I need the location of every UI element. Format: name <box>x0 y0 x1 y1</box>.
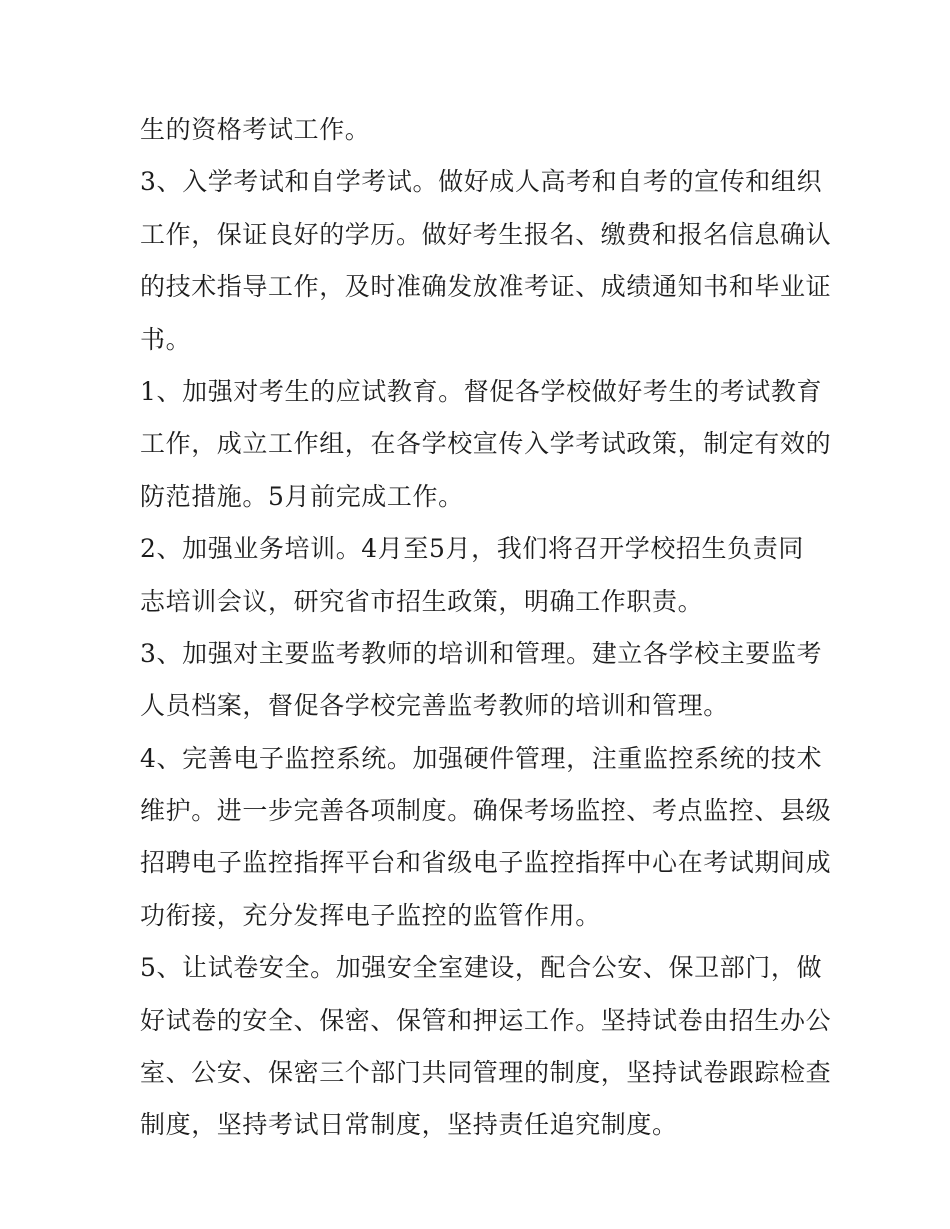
text-line: 书。 <box>140 324 192 354</box>
text-line: 招聘电子监控指挥平台和省级电子监控指挥中心在考试期间成 <box>140 848 832 878</box>
text-line: 生的资格考试工作。 <box>140 115 371 144</box>
text-line: 维护。进一步完善各项制度。确保考场监控、考点监控、县级 <box>140 796 832 826</box>
text-line: 功衔接，充分发挥电子监控的监管作用。 <box>140 900 601 930</box>
text-line: 室、公安、保密三个部门共同管理的制度，坚持试卷跟踪检查 <box>140 1058 832 1088</box>
text-line: 3、加强对主要监考教师的培训和管理。建立各学校主要监考 <box>140 638 823 668</box>
text-line: 4、完善电子监控系统。加强硬件管理，注重监控系统的技术 <box>140 743 823 773</box>
text-line: 人员档案，督促各学校完善监考教师的培训和管理。 <box>140 691 729 721</box>
text-line: 5、让试卷安全。加强安全室建设，配合公安、保卫部门，做 <box>140 953 823 983</box>
text-line: 工作，保证良好的学历。做好考生报名、缴费和报名信息确认 <box>140 219 832 249</box>
text-line: 好试卷的安全、保密、保管和押运工作。坚持试卷由招生办公 <box>140 1005 832 1035</box>
text-line: 志培训会议，研究省市招生政策，明确工作职责。 <box>140 586 704 616</box>
text-line: 2、加强业务培训。4月至5月，我们将召开学校招生负责同 <box>140 534 804 564</box>
text-line: 1、加强对考生的应试教育。督促各学校做好考生的考试教育 <box>140 376 823 406</box>
text-line: 的技术指导工作，及时准确发放准考证、成绩通知书和毕业证 <box>140 272 832 302</box>
document-body <box>140 104 832 1152</box>
text-line: 防范措施。5月前完成工作。 <box>140 481 464 511</box>
text-line: 制度，坚持考试日常制度，坚持责任追究制度。 <box>140 1110 678 1140</box>
text-line: 3、入学考试和自学考试。做好成人高考和自考的宣传和组织 <box>140 167 823 197</box>
text-line: 工作，成立工作组，在各学校宣传入学考试政策，制定有效的 <box>140 429 832 459</box>
